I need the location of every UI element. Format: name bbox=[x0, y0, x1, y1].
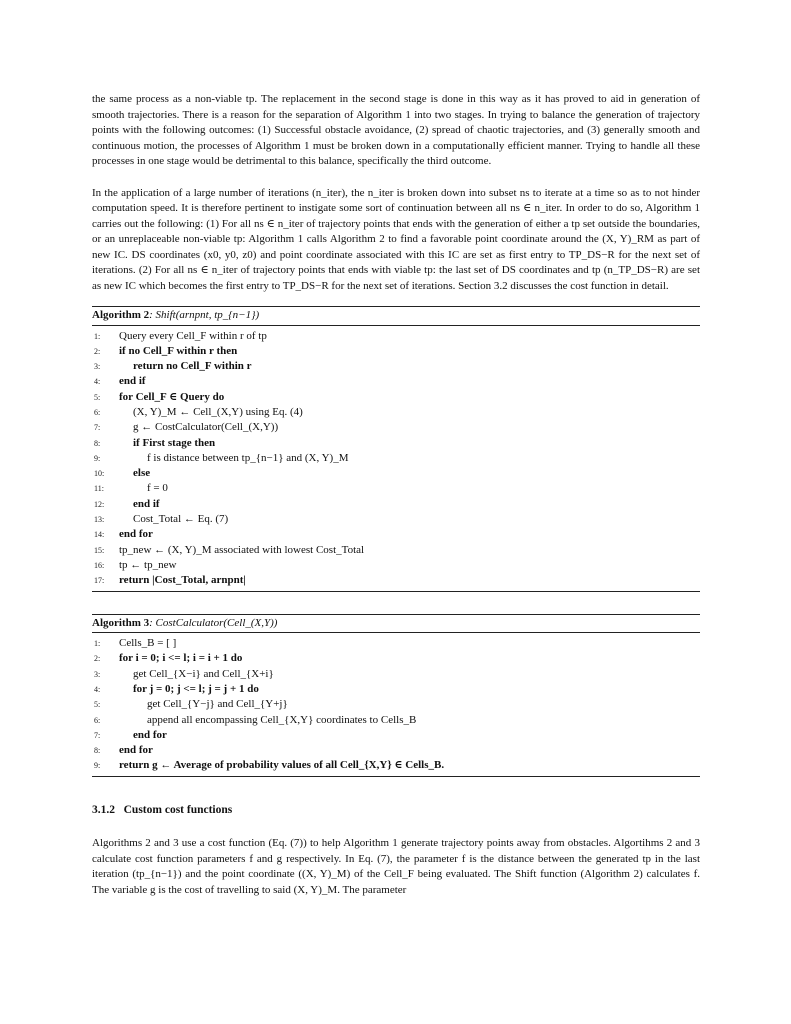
algorithm-line bbox=[92, 497, 700, 512]
paragraph-3: Algorithms 2 and 3 use a cost function (Eq. (7)) to help Algorithm 1 generate trajectory points away from obstacles. Algortihms 2 and 3 calculate cost function parameters f and g respectively. In Eq. (7), the parameter f is the distance between the generated tp in the last iteration (tp_{n−1}) and the point coordinate ((X, Y)_M) of the Cell_F being evaluated. The Shift function (Algorithm 2) calculates f. The variable g is the cost of travelling to said (X, Y)_M. The parameter bbox=[92, 837, 700, 896]
line-number: 17: bbox=[94, 576, 105, 586]
paragraph-2: In the application of a large number of iterations (n_iter), the n_iter is broken down into subset ns to iterate at a time so as to not hinder computation speed. It is therefore pertinent to instigate some sort of continuation between all ns ∈ n_iter. In order to do so, Algorithm 1 carries out the following: (1) For all ns ∈ n_iter of trajectory points that ends with the generation of either a tp set outside the boundaries, or an unreplaceable non-viable tp: Algorithm 1 calls Algorithm 2 to find a favorable point coordinate around the (X, Y)_RM as part of new IC. DS coordinates (x0, y0, z0) and point coordinate associated with this IC are set as first entry to TP_DS−R for the next set of iterations. (2) For all ns ∈ n_iter of trajectory points that ends with viable tp: the last set of DS coordinates and tp (n_TP_DS−R) are set as new IC which becomes the first entry to TP_DS−R for the next set of iterations. Section 3.2 discusses the cost function in detail. bbox=[92, 186, 700, 292]
line-number: 16: bbox=[94, 560, 105, 570]
line-code: f is distance between tp_{n−1} and (X, Y)_M bbox=[147, 451, 349, 464]
line-code: else bbox=[133, 467, 151, 480]
algorithm-line bbox=[92, 682, 700, 697]
algorithm-line bbox=[92, 436, 700, 451]
algorithm-line bbox=[92, 420, 700, 435]
line-code: if no Cell_F within r then bbox=[119, 344, 238, 357]
line-code: end for bbox=[119, 744, 153, 757]
line-number: 11: bbox=[94, 484, 104, 494]
line-number: 7: bbox=[94, 730, 101, 740]
section-heading bbox=[92, 803, 700, 819]
algorithm-3-block bbox=[92, 614, 700, 777]
algorithm-line bbox=[92, 743, 700, 758]
algorithm-line bbox=[92, 512, 700, 527]
line-number: 3: bbox=[94, 362, 101, 372]
line-code: end for bbox=[119, 528, 153, 541]
algorithm-2-block bbox=[92, 306, 700, 592]
algorithm-line bbox=[92, 543, 700, 558]
line-code: get Cell_{Y−j} and Cell_{Y+j} bbox=[147, 698, 288, 711]
line-code: for j = 0; j <= l; j = j + 1 do bbox=[133, 682, 259, 695]
line-code: for i = 0; i <= l; i = i + 1 do bbox=[119, 652, 243, 665]
line-code: tp ← tp_new bbox=[119, 558, 177, 571]
line-code: Cost_Total ← Eq. (7) bbox=[133, 513, 229, 526]
line-number: 2: bbox=[94, 654, 101, 664]
line-number: 13: bbox=[94, 515, 105, 525]
algorithm-2-signature: : Shift(arnpnt, tp_{n−1}) bbox=[149, 309, 260, 321]
line-number: 4: bbox=[94, 377, 101, 387]
line-number: 7: bbox=[94, 423, 101, 433]
line-number: 1: bbox=[94, 331, 101, 341]
algorithm-line bbox=[92, 573, 700, 588]
line-code: end for bbox=[133, 728, 167, 741]
algorithm-line bbox=[92, 466, 700, 481]
line-code: f = 0 bbox=[147, 482, 168, 495]
algorithm-line bbox=[92, 558, 700, 573]
line-code: Cells_B = [ ] bbox=[119, 637, 177, 650]
line-number: 9: bbox=[94, 761, 101, 771]
line-code: for Cell_F ∈ Query do bbox=[119, 390, 225, 403]
algorithm-line bbox=[92, 651, 700, 666]
algorithm-line bbox=[92, 374, 700, 389]
line-code: if First stage then bbox=[133, 436, 216, 449]
line-code: tp_new ← (X, Y)_M associated with lowest Cost_Total bbox=[119, 543, 365, 556]
algorithm-line bbox=[92, 481, 700, 496]
line-code: return g ← Average of probability values of all Cell_{X,Y} ∈ Cells_B. bbox=[119, 759, 445, 772]
line-number: 6: bbox=[94, 407, 101, 417]
line-number: 3: bbox=[94, 669, 101, 679]
line-number: 5: bbox=[94, 392, 101, 402]
line-number: 2: bbox=[94, 346, 101, 356]
line-number: 14: bbox=[94, 530, 105, 540]
line-number: 5: bbox=[94, 700, 101, 710]
algorithm-line bbox=[92, 359, 700, 374]
algorithm-line bbox=[92, 390, 700, 405]
line-code: Query every Cell_F within r of tp bbox=[119, 329, 267, 342]
algorithm-3-title bbox=[92, 614, 700, 634]
algorithm-line bbox=[92, 329, 700, 344]
algorithm-line bbox=[92, 405, 700, 420]
line-number: 8: bbox=[94, 438, 101, 448]
algorithm-2-title bbox=[92, 306, 700, 326]
line-code: return no Cell_F within r bbox=[133, 360, 252, 373]
algorithm-2-body bbox=[92, 326, 700, 592]
algorithm-line bbox=[92, 636, 700, 651]
algorithm-line bbox=[92, 344, 700, 359]
algorithm-line bbox=[92, 667, 700, 682]
paragraph-1: the same process as a non-viable tp. The replacement in the second stage is done in this way as it has proved to aid in generation of smooth trajectories. There is a reason for the separation of Algorithm 1 into two stages. In trying to balance the generation of trajectory points with the following outcomes: (1) Successful obstacle avoidance, (2) spread of chaotic trajectories, and (3) generally smooth and continuous motion, the processes of Algorithm 1 must be broken down in a computationally efficient manner. Trying to handle all these processes in one stage would be detrimental to this balance, specifically the third outcome. bbox=[92, 93, 700, 167]
line-code: end if bbox=[119, 375, 146, 388]
algorithm-line bbox=[92, 451, 700, 466]
line-number: 10: bbox=[94, 469, 105, 479]
line-number: 4: bbox=[94, 684, 101, 694]
line-number: 12: bbox=[94, 499, 105, 509]
line-number: 1: bbox=[94, 639, 101, 649]
algorithm-line bbox=[92, 527, 700, 542]
algorithm-line bbox=[92, 697, 700, 712]
algorithm-line bbox=[92, 728, 700, 743]
paper-page bbox=[92, 92, 700, 898]
line-number: 6: bbox=[94, 715, 101, 725]
line-number: 15: bbox=[94, 545, 105, 555]
line-code: (X, Y)_M ← Cell_(X,Y) using Eq. (4) bbox=[133, 405, 303, 418]
line-code: return |Cost_Total, arnpnt| bbox=[119, 574, 246, 587]
algorithm-3-body bbox=[92, 633, 700, 777]
algorithm-3-signature: : CostCalculator(Cell_(X,Y)) bbox=[149, 616, 278, 629]
algorithm-line bbox=[92, 758, 700, 773]
algorithm-line bbox=[92, 713, 700, 728]
section-number: 3.1.2 bbox=[92, 803, 115, 816]
line-number: 9: bbox=[94, 453, 101, 463]
section-title: Custom cost functions bbox=[123, 803, 233, 816]
line-code: get Cell_{X−i} and Cell_{X+i} bbox=[133, 667, 274, 680]
algorithm-2-label: Algorithm 2 bbox=[92, 309, 150, 321]
line-code: append all encompassing Cell_{X,Y} coordinates to Cells_B bbox=[147, 713, 417, 726]
algorithm-3-label: Algorithm 3 bbox=[92, 616, 150, 629]
line-number: 8: bbox=[94, 746, 101, 756]
line-code: end if bbox=[133, 497, 160, 510]
line-code: g ← CostCalculator(Cell_(X,Y)) bbox=[133, 421, 279, 434]
